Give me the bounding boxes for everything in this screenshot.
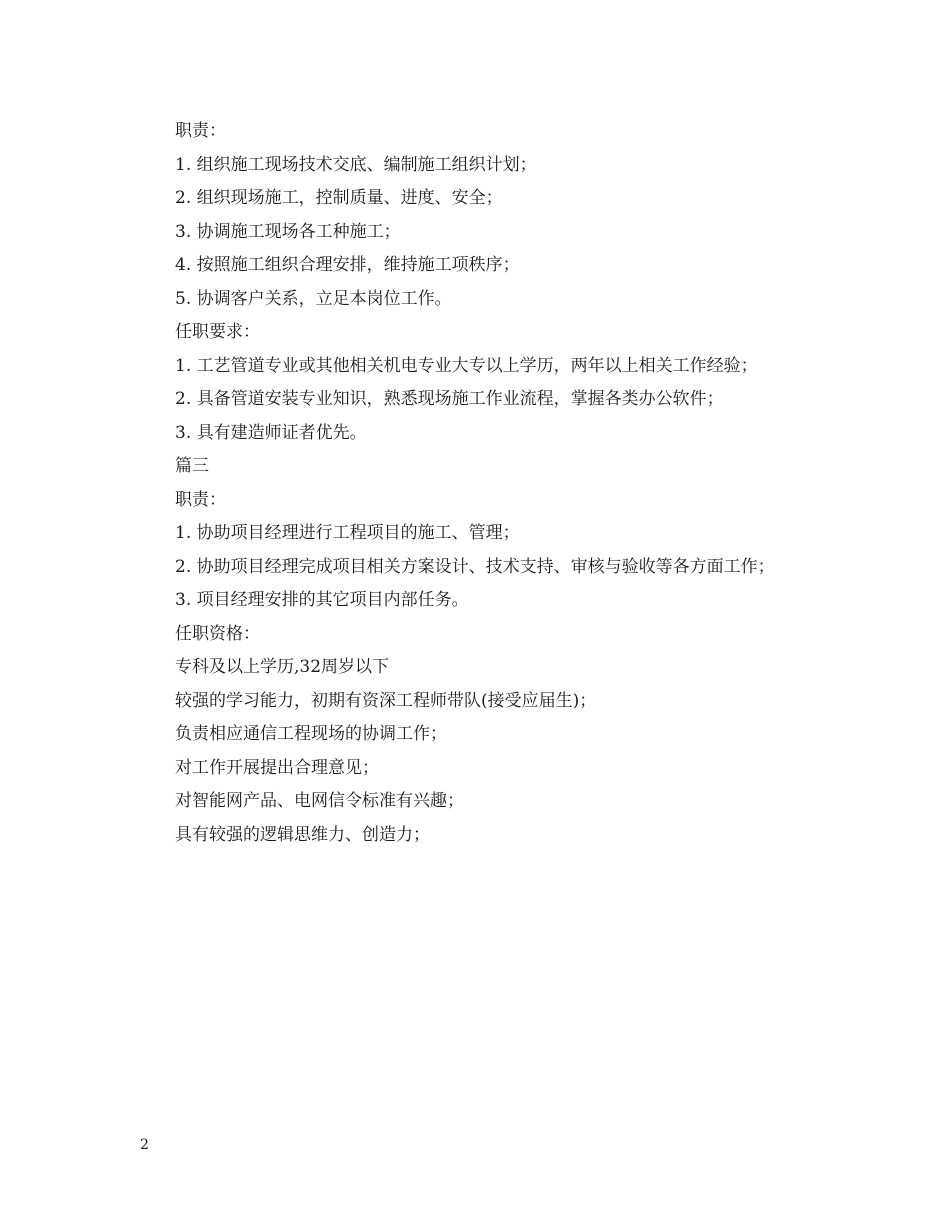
document-body <box>140 115 812 852</box>
qualification-item-6: 具有较强的逻辑思维力、创造力； <box>175 824 430 845</box>
qualification-item-3: 负责相应通信工程现场的协调工作； <box>175 724 447 744</box>
duty-item-7: 2. 协助项目经理完成项目相关方案设计、技术支持、审核与验收等各方面工作； <box>175 556 775 577</box>
duty-item-2: 2. 组织现场施工，控制质量、进度、安全； <box>175 188 503 208</box>
heading-qualifications: 任职资格： <box>175 623 260 644</box>
duty-item-5: 5. 协调客户关系，立足本岗位工作。 <box>175 288 452 309</box>
qualification-item-4: 对工作开展提出合理意见； <box>175 757 379 778</box>
duty-item-1: 1. 组织施工现场技术交底、编制施工组织计划； <box>175 154 537 175</box>
requirement-item-1: 1. 工艺管道专业或其他相关机电专业大专以上学历，两年以上相关工作经验； <box>175 355 758 376</box>
qualification-item-2: 较强的学习能力，初期有资深工程师带队(接受应届生)； <box>175 690 597 711</box>
qualification-item-5: 对智能网产品、电网信令标准有兴趣； <box>175 791 464 811</box>
duty-item-4: 4. 按照施工组织合理安排，维持施工项秩序； <box>175 255 520 275</box>
duty-item-8: 3. 项目经理安排的其它项目内部任务。 <box>175 590 469 610</box>
section-heading-part-three: 篇三 <box>175 456 209 476</box>
heading-duties-1: 职责： <box>175 121 226 141</box>
duty-item-3: 3. 协调施工现场各工种施工； <box>175 221 401 242</box>
requirement-item-2: 2. 具备管道安装专业知识，熟悉现场施工作业流程，掌握各类办公软件； <box>175 389 724 409</box>
requirement-item-3: 3. 具有建造师证者优先。 <box>175 422 367 443</box>
duty-item-6: 1. 协助项目经理进行工程项目的施工、管理； <box>175 523 520 543</box>
heading-requirements: 任职要求： <box>175 322 260 342</box>
qualification-item-1: 专科及以上学历,32周岁以下 <box>175 657 390 677</box>
page-number: 2 <box>140 1137 149 1153</box>
heading-duties-2: 职责： <box>175 489 226 510</box>
